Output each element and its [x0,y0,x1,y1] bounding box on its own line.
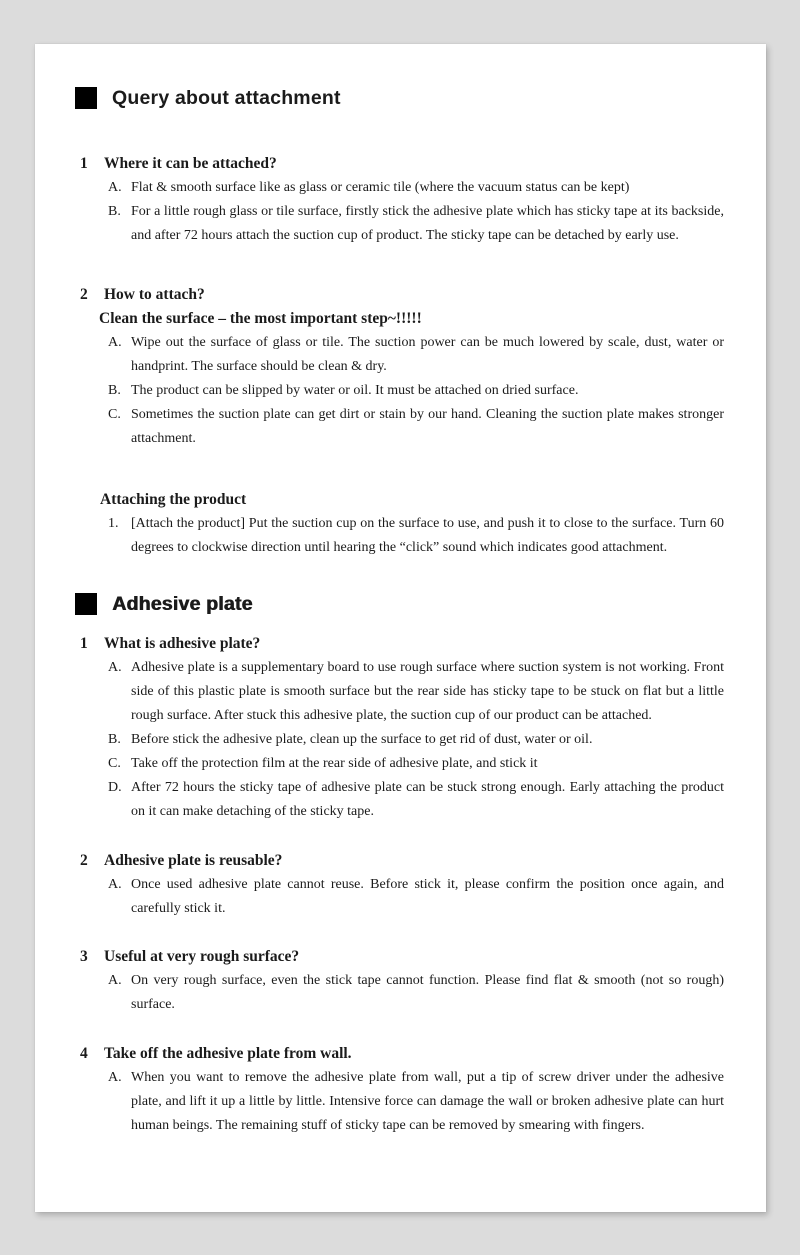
question-title: Where it can be attached? [104,155,277,172]
list-item-label: 1. [108,516,119,531]
list-item [108,403,724,451]
list-item-text: Adhesive plate is a supplementary board to use rough surface where suction system is not working. Front side of this plastic plate is smooth surface but the rear side has sticky tape to be stuck on flat but a little rough surface. After stuck this adhesive plate, the suction cup of our product can be attached. [131,660,724,723]
list-item [108,969,724,1017]
list-item-text: Sometimes the suction plate can get dirt or stain by our hand. Cleaning the suction plate makes stronger attachment. [131,407,724,446]
list-item-label: B. [108,383,121,398]
list-item-text: For a little rough glass or tile surface, firstly stick the adhesive plate which has sticky tape at its backside, and after 72 hours attach the suction cup of product. The sticky tape can be detached by early use. [131,204,724,243]
faq-section-rough-surface [75,945,724,1017]
list-item [108,1066,724,1138]
list-item [108,176,724,200]
question-title: How to attach? [104,286,205,303]
list-item [108,512,724,560]
list-item-label: A. [108,180,122,195]
list-item-text: Once used adhesive plate cannot reuse. Before stick it, please confirm the position once again, and carefully stick it. [131,877,724,916]
faq-section-where-attached [75,152,724,248]
question-heading [80,632,724,656]
question-number: 3 [80,948,88,965]
heading-query-about-attachment [75,86,724,110]
faq-section-reusable [75,849,724,921]
list-item-label: A. [108,877,122,892]
list-item [108,331,724,379]
heading-adhesive-plate [75,592,724,616]
list-item [108,776,724,824]
list-item-text: When you want to remove the adhesive plate from wall, put a tip of screw driver under the adhesive plate, and lift it up a little by little. Intensive force can damage the wall or broken adhesive plate can hurt human beings. The remaining stuff of sticky tape can be removed by smearing with fingers. [131,1070,724,1133]
heading-text: Query about attachment [112,87,341,109]
list-item-text: Take off the protection film at the rear side of adhesive plate, and stick it [131,756,538,771]
list-item-text: After 72 hours the sticky tape of adhesive plate can be stuck strong enough. Early attaching the product on it can make detaching of the sticky tape. [131,780,724,819]
black-square-icon [75,593,97,615]
faq-section-how-to-attach [75,283,724,451]
document-page [35,44,766,1212]
question-heading [80,1042,724,1066]
subtitle-clean-surface: Clean the surface – the most important step~!!!!! [99,310,422,327]
list-item-label: D. [108,780,122,795]
question-number: 1 [80,635,88,652]
question-heading [80,945,724,969]
question-title: Adhesive plate is reusable? [104,852,283,869]
question-title: What is adhesive plate? [104,635,261,652]
faq-section-what-is-adhesive-plate [75,632,724,824]
heading-text: Adhesive plate [112,593,253,615]
question-number: 4 [80,1045,88,1062]
list-item-text: Flat & smooth surface like as glass or ceramic tile (where the vacuum status can be kept) [131,180,630,195]
question-heading [80,152,724,176]
list-item-text: Before stick the adhesive plate, clean up the surface to get rid of dust, water or oil. [131,732,593,747]
list-item [108,752,724,776]
question-number: 2 [80,852,88,869]
subsection-attaching-product [75,488,724,560]
list-item-text: Wipe out the surface of glass or tile. The suction power can be much lowered by scale, dust, water or handprint. The surface should be clean & dry. [131,335,724,374]
question-heading [80,849,724,873]
subheading-attaching-product: Attaching the product [100,491,247,508]
list-item [108,873,724,921]
black-square-icon [75,87,97,109]
list-item [108,379,724,403]
list-item [108,728,724,752]
list-item-text: The product can be slipped by water or oil. It must be attached on dried surface. [131,383,579,398]
list-item-label: A. [108,660,122,675]
question-number: 2 [80,286,88,303]
list-item-text: [Attach the product] Put the suction cup on the surface to use, and push it to close to the surface. Turn 60 degrees to clockwise direction until hearing the “click” sound which indicates good attachment. [131,516,724,555]
list-item-text: On very rough surface, even the stick tape cannot function. Please find flat & smooth (not so rough) surface. [131,973,724,1012]
list-item-label: C. [108,756,121,771]
list-item-label: B. [108,204,121,219]
list-item [108,656,724,728]
list-item-label: A. [108,1070,122,1085]
question-title: Useful at very rough surface? [104,948,300,965]
list-item-label: C. [108,407,121,422]
list-item-label: A. [108,973,122,988]
question-title: Take off the adhesive plate from wall. [104,1045,352,1062]
faq-section-take-off-plate [75,1042,724,1138]
list-item-label: A. [108,335,122,350]
list-item [108,200,724,248]
question-heading [80,283,724,307]
question-number: 1 [80,155,88,172]
list-item-label: B. [108,732,121,747]
